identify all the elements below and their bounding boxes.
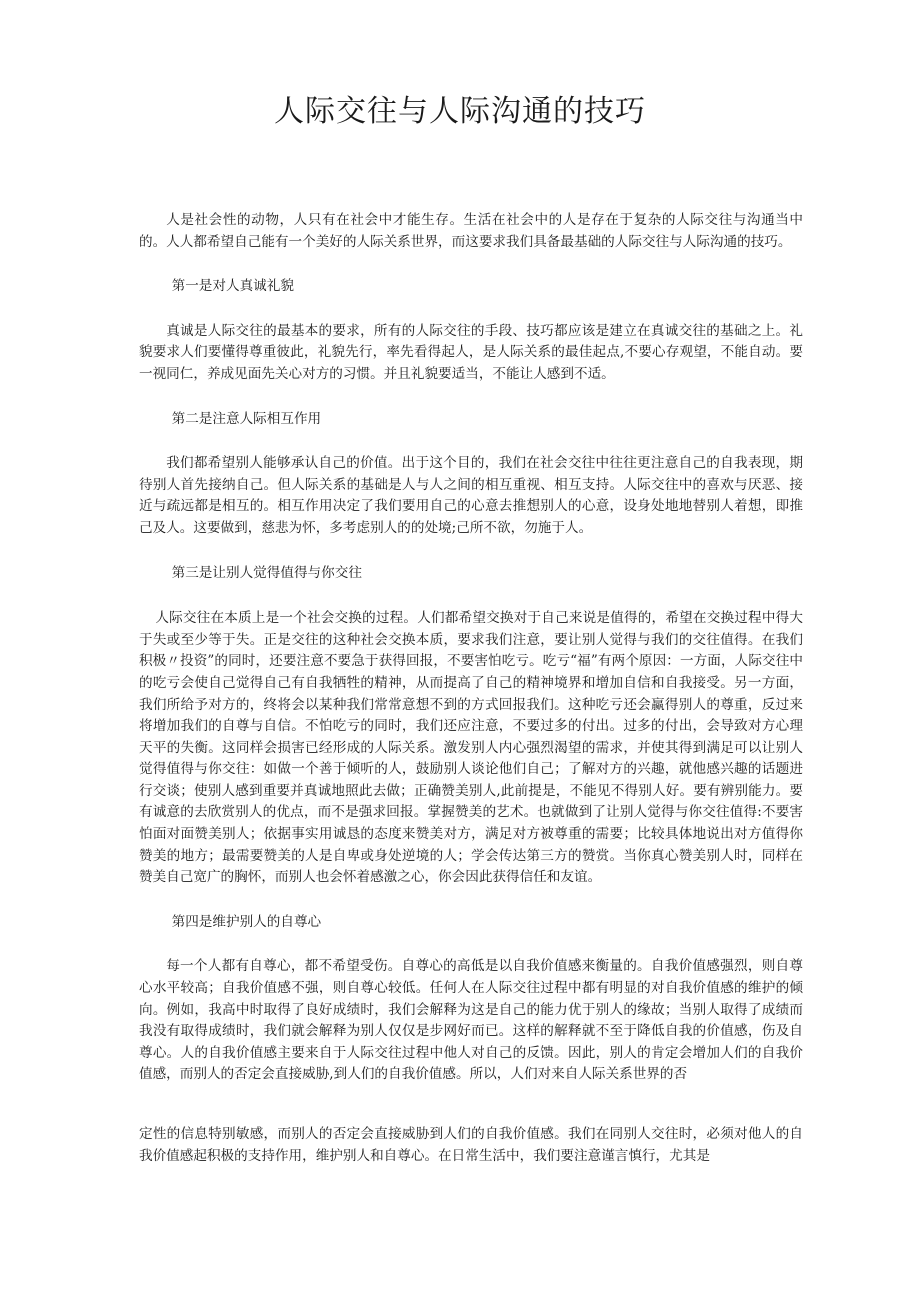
section-3-body: 人际交往在本质上是一个社会交换的过程。人们都希望交换对于自己来说是值得的，希望在交换过程中得大于失或至少等于失。正是交往的这种社会交换本质，要求我们注意，要让别人觉得与我们的交往值得。在我们积极〃投资”的同时，还要注意不要急于获得回报，不要害怕吃亏。吃亏“福”有两个原因：一方面，人际交往中的吃亏会使自己觉得自己有自我牺牲的精神，从而提高了自己的精神境界和增加自信和自我接受。另一方面，我们所给予对方的，终将会以某种我们常常意想不到的方式回报我们。这种吃亏还会赢得别人的尊重，反过来将增加我们的自尊与自信。不怕吃亏的同时，我们还应注意，不要过多的付出。过多的付出，会导致对方心理天平的失衡。这同样会损害已经形成的人际关系。激发别人内心强烈渴望的需求，并使其得到满足可以让别人觉得值得与你交往：如做一个善于倾听的人，鼓励别人谈论他们自己；了解对方的兴趣，就他感兴趣的话题进行交谈；使别人感到重要并真诚地照此去做；正确赞美别人,此前提是，不能见不得别人好。要有辨别能力。要有诚意的去欣赏别人的优点，而不是强求回报。掌握赞美的艺术。也就做到了让别人觉得与你交往值得:不要害怕面对面赞美别人；依据事实用诚恳的态度来赞美对方，满足对方被尊重的需要；比较具体地说出对方值得你赞美的地方；最需要赞美的人是自卑或身处逆境的人；学会传达第三方的赞赏。当你真心赞美别人时，同样在赞美自己宽广的胸怀，而别人也会怀着感激之心，你会因此获得信任和友谊。	[139, 610, 803, 886]
document-title: 人际交往与人际沟通的技巧	[274, 94, 646, 129]
section-3-heading: 第三是让别人觉得值得与你交往	[171, 564, 362, 581]
section-2-body: 我们都希望别人能够承认自己的价值。出于这个目的，我们在社会交往中往往更注意自己的自我表现，期待别人首先接纳自己。但人际关系的基础是人与人之间的相互重视、相互支持。人际交往中的喜欢与厌恶、接近与疏远都是相互的。相互作用决定了我们要用自己的心意去推想别人的心意，设身处地地替别人着想，即推己及人。这要做到，慈悲为怀，多考虑别人的的处境;己所不欲，勿施于人。	[139, 455, 803, 536]
section-1-heading: 第一是对人真诚礼貌	[171, 278, 294, 295]
section-2-heading: 第二是注意人际相互作用	[171, 410, 322, 427]
section-4-body: 每一个人都有自尊心，都不希望受伤。自尊心的高低是以自我价值感来衡量的。自我价值感强烈，则自尊心水平较高；自我价值感不强，则自尊心较低。任何人在人际交往过程中都有明显的对自我价值感的维护的倾向。例如，我高中时取得了良好成绩时，我们会解释为这是自己的能力优于别人的缘故；当别人取得了成绩而我没有取得成绩时，我们就会解释为别人仅仅是步网好而已。这样的解释就不至于降低自我的价值感，伤及自尊心。人的自我价值感主要来自于人际交往过程中他人对自己的反馈。因此，别人的肯定会增加人们的自我价值感，而别人的否定会直接威胁,到人们的自我价值感。所以，人们对来自人际关系世界的否	[139, 958, 803, 1083]
intro-paragraph: 人是社会性的动物，人只有在社会中才能生存。生活在社会中的人是存在于复杂的人际交往与沟通当中的。人人都希望自己能有一个美好的人际关系世界，而这要求我们具备最基础的人际交往与人际沟通的技巧。	[139, 212, 803, 250]
section-4-heading: 第四是维护别人的自尊心	[171, 913, 322, 930]
section-4-continuation: 定性的信息特别敏感，而别人的否定会直接威胁到人们的自我价值感。我们在同别人交往时，必须对他人的自我价值感起积极的支持作用，维护别人和自尊心。在日常生活中，我们要注意谨言慎行，尤其是	[139, 1126, 803, 1164]
document-body	[139, 210, 803, 1167]
section-1-body: 真诚是人际交往的最基本的要求，所有的人际交往的手段、技巧都应该是建立在真诚交往的基础之上。礼貌要求人们要懂得尊重彼此，礼貌先行，率先看得起人，是人际关系的最佳起点,不要心存观望，不能自动。要一视同仁，养成见面先关心对方的习惯。并且礼貌要适当，不能让人感到不适。	[139, 322, 803, 382]
